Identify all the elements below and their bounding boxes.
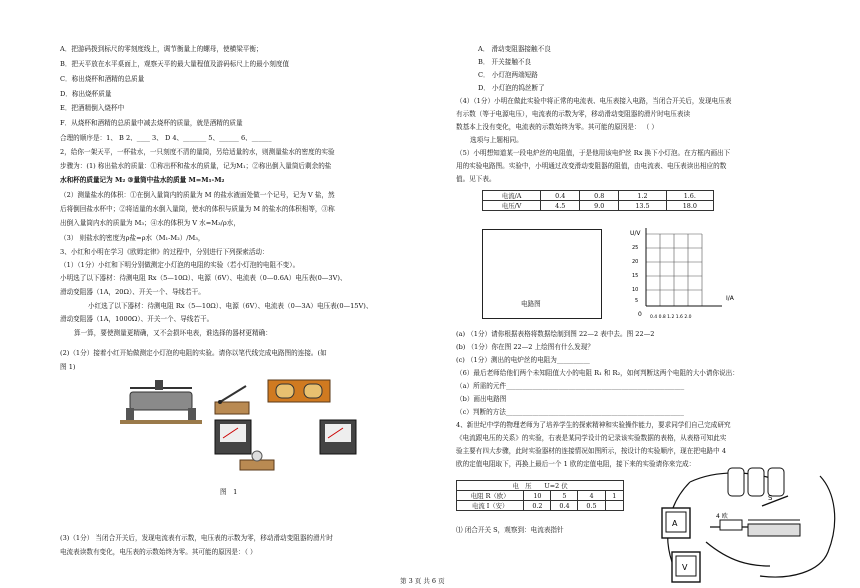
x-tick-labels: 0.4 0.8 1.2 1.6 2.0 <box>650 315 692 320</box>
text-line: (2)（1分）接着小红开始做测定小灯泡的电阻的实验。请你以笔代线完成电路图的连接。(如 <box>60 349 327 357</box>
svg-text:4 欧: 4 欧 <box>716 513 728 520</box>
option-a: A． 滑动变阻器接触不良 <box>478 45 551 53</box>
battery-icon <box>268 380 330 402</box>
table-row <box>483 191 714 201</box>
switch-icon <box>215 386 249 414</box>
table-cell: 1.6. <box>666 191 713 201</box>
table-cell: 0.2 <box>524 501 551 511</box>
text-line: F．从烧杯和酒精的总质量中减去烧杯的质量，就是酒精的质量 <box>60 119 243 127</box>
text-line: 有示数（等于电源电压），电流表的示数为零，移动滑动变阻器的滑片时电压表读 <box>456 110 691 118</box>
resistor-icon <box>716 512 742 530</box>
text-line: C．称出烧杯和酒精的总质量 <box>60 75 145 83</box>
table-cell: 0.4 <box>541 191 580 201</box>
table-cell: 4.5 <box>541 201 580 211</box>
text-line: 选项与上题相同。 <box>470 136 523 144</box>
option-b: B． 开关接触不良 <box>478 58 532 66</box>
text-line: D．称出烧杯质量 <box>60 90 112 98</box>
text-line: （6）最后老师给他们两个未知阻值大小的电阻 R₁ 和 R₂，如何判断这两个电阻的大小请你说出： <box>456 369 739 377</box>
text-line: （3） 则盐水的密度为ρ盐=ρ水（M₁-M₂）/M₃， <box>60 234 205 242</box>
text-line: 后将倒回盐水杯中；②将适量的水倒入量筒，使水的体积与质量为 M 的盐水的体积相等，③称 <box>60 205 335 213</box>
text-line: 4、新世纪中学的物理老师为了培养学生的探索精神和实验操作能力，要求同学们自己完成研究 <box>456 421 731 429</box>
table-row <box>457 481 624 491</box>
text-line: A．把游码拨到标尺的零刻度线上，调节衡量上的螺母，使横梁平衡； <box>60 45 263 53</box>
table-cell: 电流 I（安） <box>457 501 524 511</box>
text-line: 3、小红和小明在学习《欧姆定律》的过程中，分别进行下列探索活动： <box>60 248 269 256</box>
table-cell: 10 <box>524 491 551 501</box>
table-row <box>457 501 624 511</box>
y-axis-label: U/V <box>630 230 641 237</box>
y-tick-label: 25 <box>632 245 639 251</box>
rheostat-icon <box>120 380 202 424</box>
table-cell: 18.0 <box>666 201 713 211</box>
text-line: (c) （1分）测出的电炉丝的电阻为__________ <box>456 356 590 364</box>
text-line: 滑动变阻器（1A，1000Ω）、开关一个、导线若干。 <box>60 315 214 323</box>
table-cell: 1 <box>605 491 624 501</box>
text-line: 验主要有四大步骤，此时实验器材的连接情况如图所示，按设计的实验顺序，现在把电路中 4 <box>456 447 727 455</box>
experiment-apparatus <box>650 462 855 586</box>
text-line: （c）判断的方法______________________________________________________ <box>456 408 684 416</box>
voltmeter-icon <box>672 552 700 582</box>
text-line: 电流表读数有变化，电压表的示数始终为零。其可能的原因是：（ ） <box>60 548 257 556</box>
u-i-graph <box>622 226 752 320</box>
text-line: （5）小明想知道某一段电炉丝的电阻值，于是他用该电炉丝 Rx 换下小灯泡。在方框内画出下 <box>456 149 731 157</box>
text-line: 数基本上没有变化，电流表的示数始终为零。其可能的原因是： （ ） <box>456 123 659 131</box>
table-header: 电 压 U=2 伏 <box>457 481 624 491</box>
page-footer: 第 3 页 共 6 页 <box>400 577 445 585</box>
switch-label: S <box>768 494 773 502</box>
svg-text:V: V <box>682 563 688 572</box>
text-line: B．把天平放在水平桌面上，观察天平的最大量程值及游码标尺上的最小刻度值 <box>60 60 290 68</box>
ammeter-icon <box>662 508 690 538</box>
text-line: （4）（1分）小明在做此实验中将正常的电流表、电压表接入电路，当闭合开关后，发现电压表 <box>456 97 732 105</box>
text-line: 值。见下表。 <box>456 175 496 183</box>
text-line: 小红选了以下器材：待测电阻 Rx（5—10Ω）、电源（6V）、电流表（0—3A）电压表(0—15V)、 <box>88 302 373 310</box>
graph-grid <box>646 234 702 306</box>
figure-1-caption: 图 1 <box>220 488 238 496</box>
circuit-drawing-box <box>482 229 602 319</box>
text-line: (a) （1分）请你根据表格将数据绘制到图 22—2 表中去。图 22—2 <box>456 330 655 338</box>
circuit-box-label: 电路图 <box>521 300 541 308</box>
option-c: C． 小灯泡两端短路 <box>478 71 538 79</box>
text-line: 用的实验电路图。实验中，小明通过改变滑动变阻器的阻值，由电流表、电压表读出相应的数 <box>456 162 727 170</box>
text-line: （b）画出电路图 <box>456 395 507 403</box>
table-cell: 9.0 <box>580 201 619 211</box>
table-cell: 5 <box>551 491 578 501</box>
text-line: (3)（1分） 当闭合开关后，发现电流表有示数，电压表的示数为零，移动滑动变阻器的滑片时 <box>60 534 333 542</box>
table-cell <box>605 501 624 511</box>
battery-pack-icon <box>728 468 784 496</box>
text-line: 小明选了以下器材：待测电阻 Rx（5—10Ω）、电源（6V）、电流表（0—0.6A）电压表(0—3V)、 <box>60 274 347 282</box>
table-cell: 1.2 <box>619 191 666 201</box>
data-table <box>482 190 714 211</box>
text-line: （1）（1分）小红和下明分别做测定小灯泡的电阻的实验（若小灯泡的电阻不变）。 <box>60 261 300 269</box>
text-line: 算一算，要使测量更精确，又不会损坏电表，谁选择的器材更精确： <box>74 329 272 337</box>
text-line: 2，给你一架天平，一杯盐水，一只刻度不清的量筒，另给适量的水，则测量盐水的密度的实验 <box>60 148 335 156</box>
table-cell: 电压/V <box>483 201 541 211</box>
table-cell: 电流/A <box>483 191 541 201</box>
table-cell: 4 <box>578 491 605 501</box>
text-line: 欧的定值电阻取下，再换上最后一个 1 欧的定值电阻，接下来的实验请你来完成： <box>456 460 696 468</box>
svg-text:A: A <box>672 519 678 528</box>
table-cell: 0.5 <box>578 501 605 511</box>
text-line: ⑴ 闭合开关 S，观察到：电流表指针 <box>456 526 564 534</box>
table-cell: 0.4 <box>551 501 578 511</box>
text-line: （2）测量盐水的体积：①在倒入量筒内的质量为 M 的盐水液面处做一个记号，记为 V 盐，然 <box>60 191 335 199</box>
text-line: 滑动变阻器（1A，20Ω）、开关一个、导线若干。 <box>60 288 205 296</box>
text-line: 《电流跟电压的关系》的实验，右表是某同学设计的记录该实验数据的表格，从表格可知此实 <box>456 434 727 442</box>
rheostat-icon <box>748 520 800 536</box>
table-cell: 0.8 <box>580 191 619 201</box>
table-row <box>457 491 624 501</box>
text-line: 出倒入量筒内水的质量为 M₃；④水的体积为 V 水=M₃/ρ水， <box>60 219 240 227</box>
text-line: 图 1) <box>60 363 76 371</box>
text-line: (b) （1分）你在图 22—2 上绘图有什么发现？ <box>456 343 594 351</box>
text-line: 步骤为：(1) 称出盐水的质量：①称出杯和盐水的质量，记为M₁；②称出倒入量筒后剩余的盐 <box>60 162 332 170</box>
y-tick-label: 10 <box>632 287 639 293</box>
voltage-table <box>456 480 624 511</box>
y-tick-label: 20 <box>632 259 639 265</box>
answer-line: 合理的顺序是：1、 B 2、____ 3、 D 4、_______ 5、______ 6、______ <box>60 134 272 142</box>
text-line: E．把酒精倒入烧杯中 <box>60 104 125 112</box>
table-cell: 电阻 R（欧） <box>457 491 524 501</box>
origin-label: 0 <box>638 311 642 318</box>
option-d: D． 小灯泡的钨丝断了 <box>478 84 545 92</box>
voltmeter-icon <box>320 420 356 454</box>
ammeter-icon <box>215 420 251 454</box>
text-line: （a）所需的元件______________________________________________________ <box>456 382 685 390</box>
y-tick-label: 15 <box>632 273 639 279</box>
x-axis-label: I/A <box>726 295 734 302</box>
text-line: 水和杯的质量记为 M₂ ③量筒中盐水的质量 M=M₁-M₂ <box>60 176 225 184</box>
switch-icon <box>762 496 788 506</box>
y-tick-label: 5 <box>635 298 639 304</box>
figure-1-apparatus <box>120 372 370 472</box>
table-row <box>483 201 714 211</box>
table-cell: 13.5 <box>619 201 666 211</box>
